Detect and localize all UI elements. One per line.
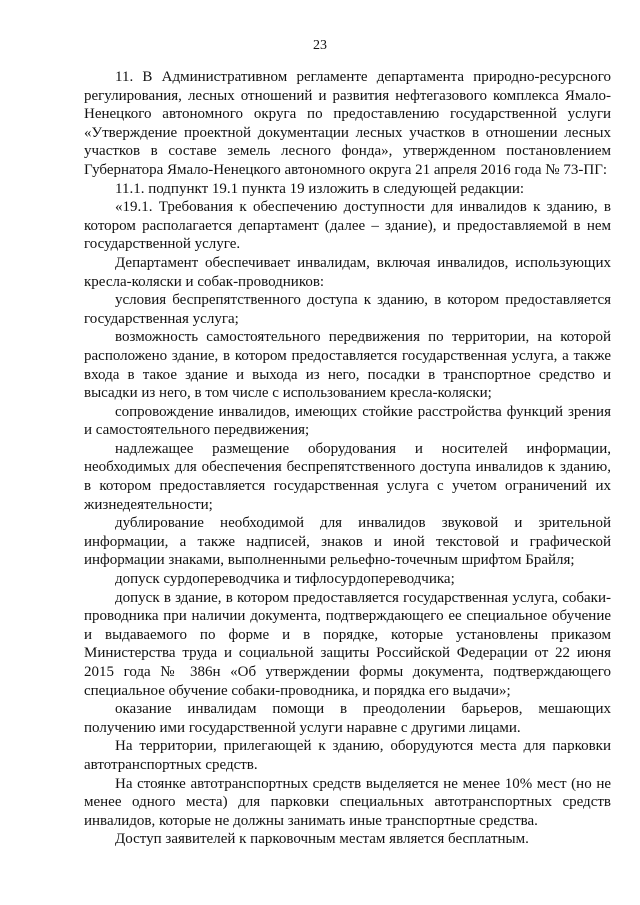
- paragraph-independent-movement: возможность самостоятельного передвижения по территории, на которой расположено здание, в котором предоставляется государственная услуга, а также входа в такое здание и выхода из него, посадки в транспортное средство и высадки из него, в том числе с использованием кресла-коляски;: [84, 329, 611, 402]
- paragraph-guide-dog: допуск в здание, в котором предоставляется государственная услуга, собаки-проводника при наличии документа, подтверждающего ее специальное обучение и выдаваемого по форме и в порядке, которые установлены приказом Министерства труда и социальной защиты Российской Федерации от 22 июня 2015 года № 386н «Об утверждении формы документа, подтверждающего специальное обучение собаки-проводника, и порядка его выдачи»;: [84, 589, 611, 699]
- paragraph-11-1: 11.1. подпункт 19.1 пункта 19 изложить в следующей редакции:: [115, 180, 525, 197]
- paragraph-equipment-placement: надлежащее размещение оборудования и носителей информации, необходимых для обеспечения беспрепятственного доступа инвалидов к зданию, в котором предоставляется государственная услуга с учетом ограничений их жизнедеятельности;: [84, 440, 611, 513]
- paragraph-19-1: «19.1. Требования к обеспечению доступности для инвалидов к зданию, в котором располагается департамент (далее – здание), и предоставляемой в нем государственной услуге.: [84, 199, 611, 253]
- document-body: [84, 68, 611, 849]
- paragraph-information-duplication: дублирование необходимой для инвалидов звуковой и зрительной информации, а также надписей, знаков и иной текстовой и графической информации знаками, выполненными рельефно-точечным шрифтом Брайля;: [84, 515, 611, 569]
- page-number: 23: [313, 38, 327, 53]
- paragraph-parking-places: На территории, прилегающей к зданию, оборудуются места для парковки автотранспортных средств.: [84, 738, 611, 773]
- paragraph-department-provides: Департамент обеспечивает инвалидам, включая инвалидов, использующих кресла-коляски и собак-проводников:: [84, 254, 611, 290]
- paragraph-sign-interpreter: допуск сурдопереводчика и тифлосурдопереводчика;: [115, 571, 455, 588]
- paragraph-access-conditions: условия беспрепятственного доступа к зданию, в котором предоставляется государственная услуга;: [84, 292, 611, 327]
- paragraph-free-parking: Доступ заявителей к парковочным местам является бесплатным.: [115, 831, 529, 848]
- paragraph-escort: сопровождение инвалидов, имеющих стойкие расстройства функций зрения и самостоятельного передвижения;: [84, 403, 611, 439]
- paragraph-parking-quota: На стоянке автотранспортных средств выделяется не менее 10% мест (но не менее одного места) для парковки специальных автотранспортных средств инвалидов, которые не должны занимать иные транспортные средства.: [84, 775, 611, 829]
- paragraph-assistance: оказание инвалидам помощи в преодолении барьеров, мешающих получению ими государственной услуги наравне с другими лицами.: [84, 701, 611, 736]
- paragraph-11-intro: 11. В Административном регламенте департамента природно-ресурсного регулирования, лесных отношений и развития нефтегазового комплекса Ямало-Ненецкого автономного округа по предоставлению государственной услуги «Утверждение проектной документации лесных участков в отношении лесных участков в составе земель лесного фонда», утвержденном постановлением Губернатора Ямало-Ненецкого автономного округа 21 апреля 2016 года № 73-ПГ:: [84, 69, 611, 178]
